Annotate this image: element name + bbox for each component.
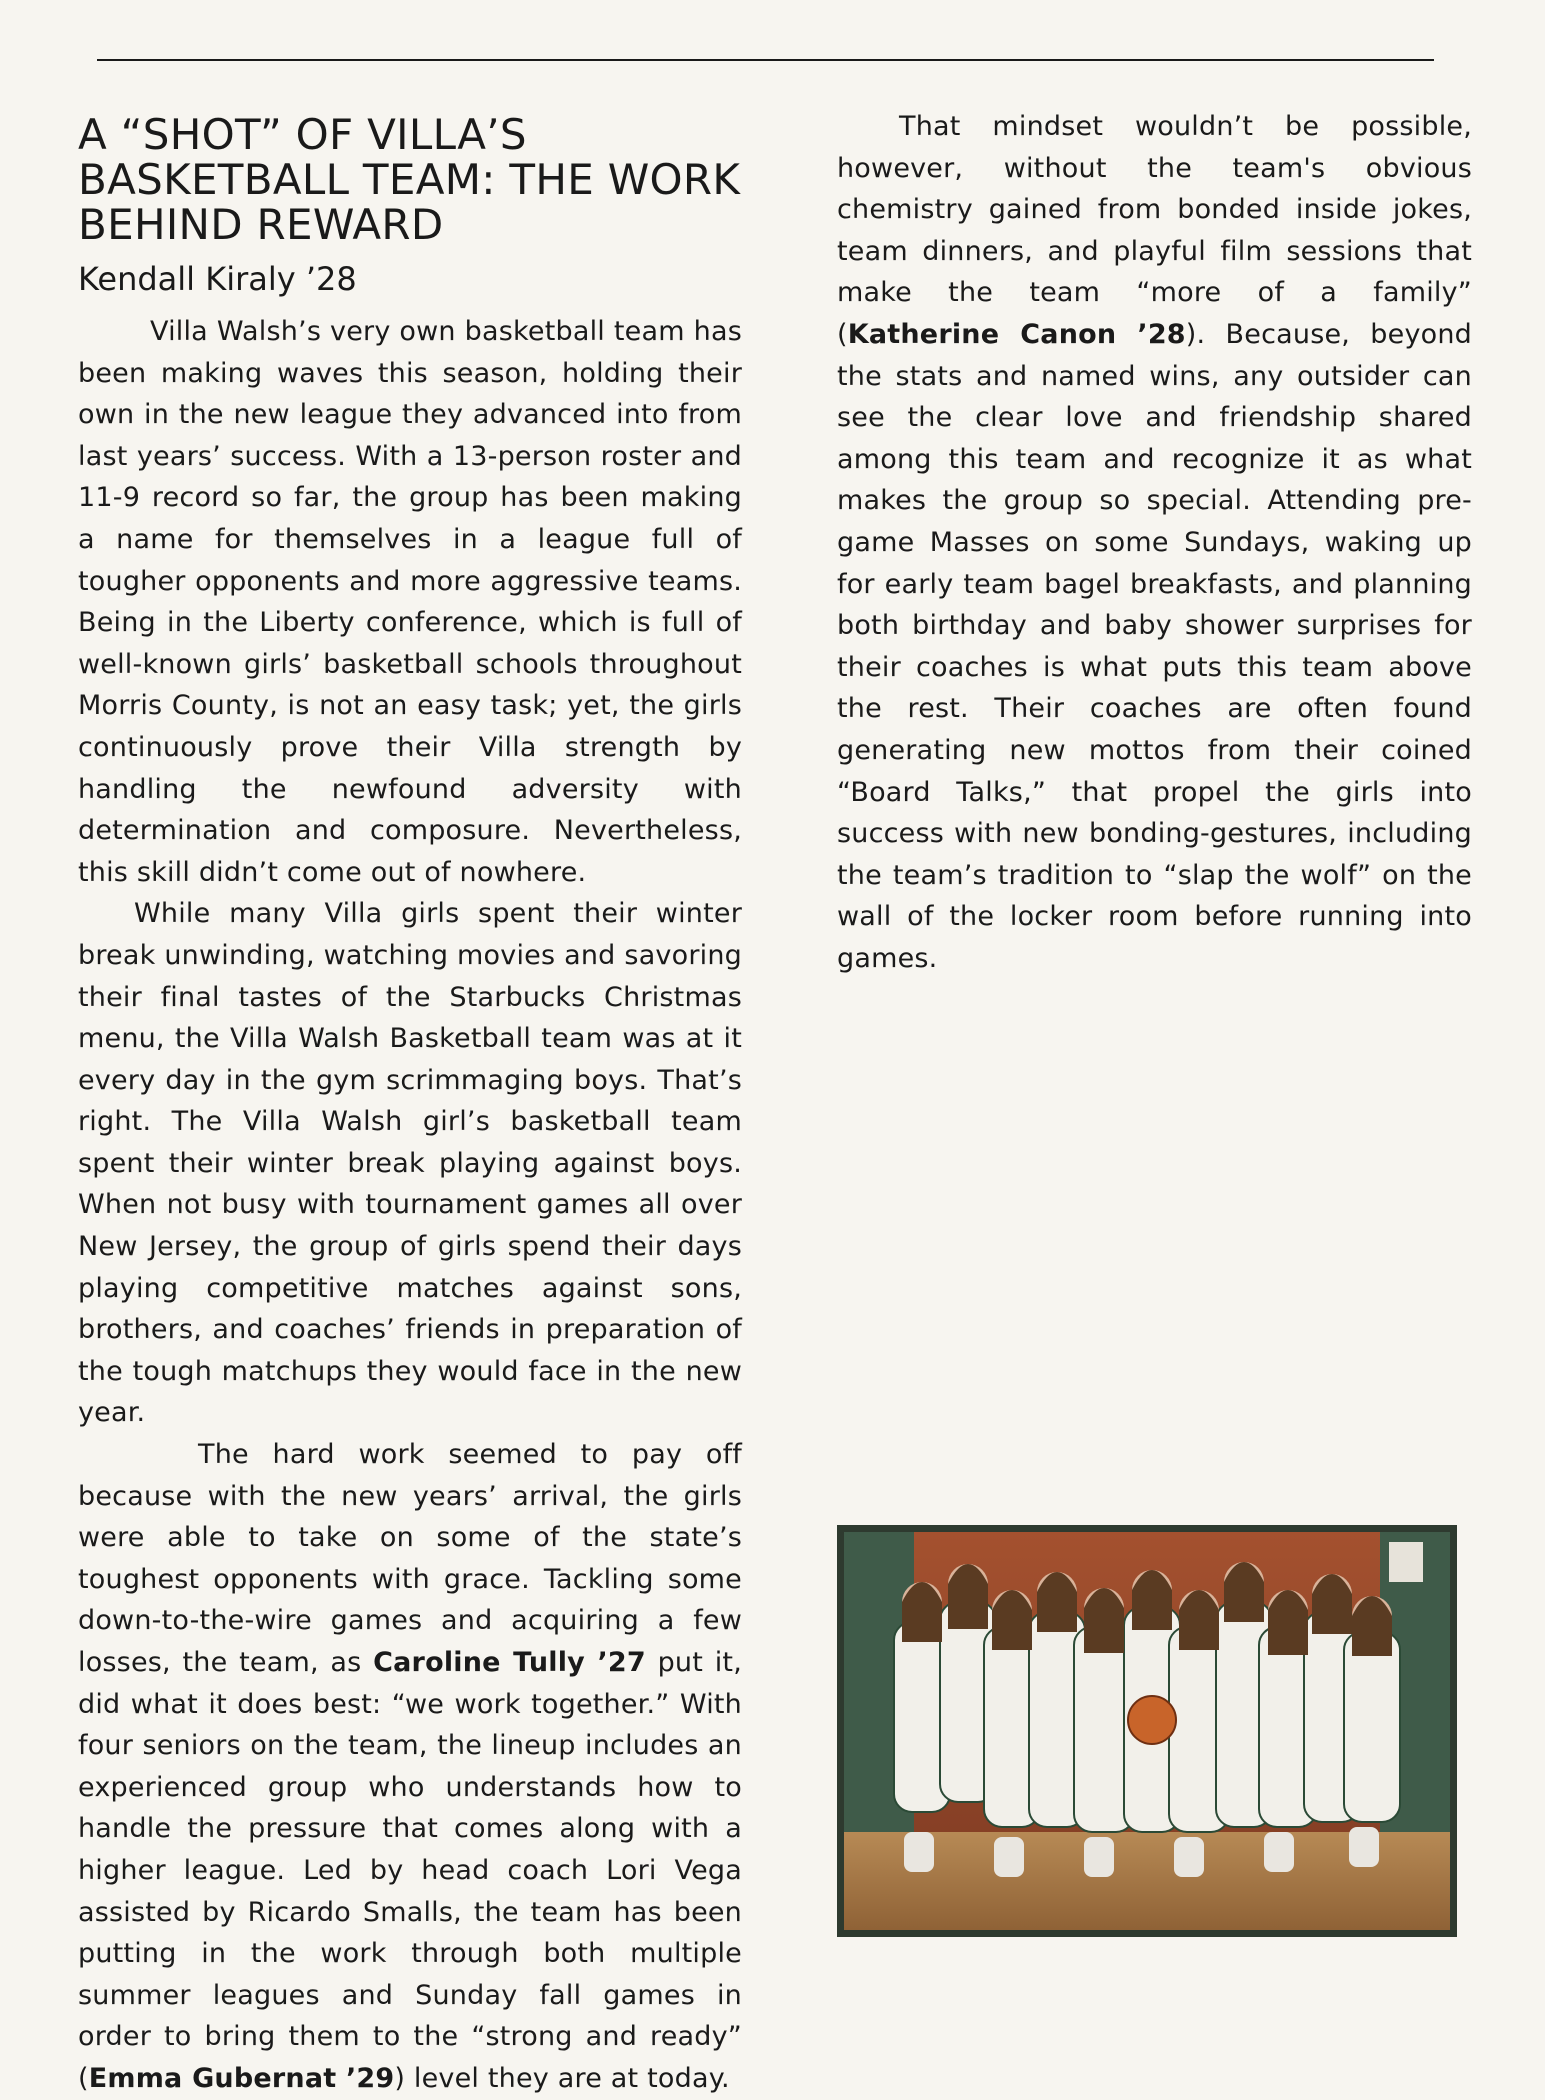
- paragraph-3-text-b: put it, did what it does best: “we work together.” With four seniors on the team, the lineup includes an experienced group who understands how to handle the pressure that comes along with a higher league. Led by head coach Lori Vega assisted by Ricardo Smalls, the team has been putting in the work through both multiple summer leagues and Sunday fall games in order to bring them to the “strong and ready” (: [78, 1647, 742, 2094]
- quoted-student-caroline: Caroline Tully ’27: [373, 1647, 646, 1678]
- quoted-student-emma: Emma Gubernat ’29: [88, 2062, 395, 2094]
- left-column: [78, 106, 742, 2100]
- top-rule: [97, 59, 1434, 61]
- quoted-student-katherine: Katherine Canon ’28: [847, 318, 1186, 350]
- article-byline: Kendall Kiraly ’28: [78, 260, 357, 298]
- paragraph-3-start: [78, 1434, 742, 2100]
- team-photo: [837, 1525, 1457, 1937]
- right-column: [837, 106, 1472, 979]
- paragraph-3-text-c: ) level they are at today.: [394, 2062, 730, 2094]
- paragraph-4: [837, 106, 1472, 979]
- paragraph-4-text-b: ). Because, beyond the stats and named wins, any outsider can see the clear love and friendship shared among this team and recognize it as what makes the group so special. Attending pre-game Masses on some Sundays, waking up for early team bagel breakfasts, and planning both birthday and baby shower surprises for their coaches is what puts this team above the rest. Their coaches are often found generating new mottos from their coined “Board Talks,” that propel the girls into success with new bonding-gestures, including the team’s tradition to “slap the wolf” on the wall of the locker room before running into games.: [837, 318, 1472, 974]
- team-photo-image: [844, 1532, 1450, 1930]
- paragraph-2: While many Villa girls spent their winter break unwinding, watching movies and savoring their final tastes of the Starbucks Christmas menu, the Villa Walsh Basketball team was at it every day in the gym scrimmaging boys. That’s right. The Villa Walsh girl’s basketball team spent their winter break playing against boys. When not busy with tournament games all over New Jersey, the group of girls spend their days playing competitive matches against sons, brothers, and coaches’ friends in preparation of the tough matchups they would face in the new year.: [78, 898, 742, 1429]
- paragraph-1: Villa Walsh’s very own basketball team has been making waves this season, holding their own in the new league they advanced into from last years’ success. With a 13-person roster and 11-9 record so far, the group has been making a name for themselves in a league full of tougher opponents and more aggressive teams. Being in the Liberty conference, which is full of well-known girls’ basketball schools throughout Morris County, is not an easy task; yet, the girls continuously prove their Villa strength by handling the newfound adversity with determination and composure. Nevertheless, this skill didn’t come out of nowhere.: [78, 316, 742, 888]
- paragraph-3-text-a: The hard work seemed to pay off because with the new years’ arrival, the girls were able to take on some of the state’s toughest opponents with grace. Tackling some down-to-the-wire games and acquiring a few losses, the team, as: [78, 1439, 742, 1678]
- paragraph-4-text-a: That mindset wouldn’t be possible, however, without the team's obvious chemistry gained from bonded inside jokes, team dinners, and playful film sessions that make the team “more of a family” (: [837, 111, 1472, 350]
- article-headline: A “SHOT” OF VILLA’S BASKETBALL TEAM: THE WORK BEHIND REWARD: [78, 110, 741, 249]
